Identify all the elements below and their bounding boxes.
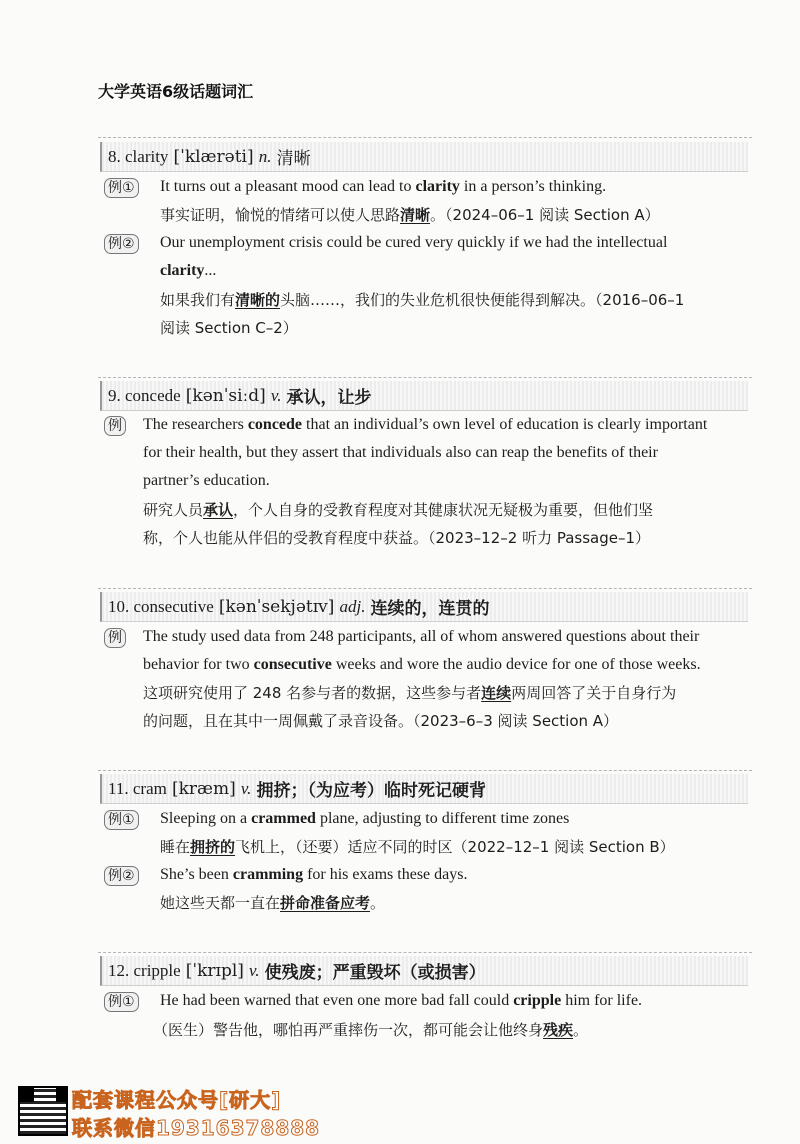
meaning: 使残废；严重毁坏（或损害） xyxy=(264,963,486,983)
example-en: for their health, but they assert that individuals also can reap the benefits of their xyxy=(143,444,658,461)
phonetic: [kənˈsekjətɪv] xyxy=(218,596,335,617)
example-en: Our unemployment crisis could be cured very quickly if we had the intellectual xyxy=(160,234,668,251)
example-zh: 称，个人也能从伴侣的受教育程度中获益。（2023–12–2 听力 Passage–1） xyxy=(143,529,651,547)
meaning: 承认，让步 xyxy=(286,388,372,408)
example-zh: 阅读 Section C–2） xyxy=(160,319,298,337)
phonetic: [ˈklærəti] xyxy=(173,146,254,167)
example-zh: 这项研究使用了 248 名参与者的数据，这些参与者连续两周回答了关于自身行为 xyxy=(143,684,677,702)
watermark-line-1: 配套课程公众号[研大] xyxy=(72,1088,282,1112)
entry-heading xyxy=(100,956,748,986)
phonetic: [ˈkrɪpl] xyxy=(185,960,244,981)
divider xyxy=(98,770,752,771)
example-en: partner’s education. xyxy=(143,472,270,489)
example-en: It turns out a pleasant mood can lead to clarity in a person’s thinking. xyxy=(160,178,607,195)
page-header-title: 大学英语6级话题词汇 xyxy=(98,82,254,101)
divider xyxy=(98,952,752,953)
example-tag: 例 xyxy=(104,628,126,648)
example-tag: 例② xyxy=(104,234,139,254)
example-tag: 例① xyxy=(104,810,139,830)
example-zh: 如果我们有清晰的头脑……，我们的失业危机很快便能得到解决。（2016–06–1 xyxy=(160,291,685,309)
example-en: clarity... xyxy=(160,262,217,279)
part-of-speech: adj. xyxy=(339,596,366,616)
headword: 11. cram xyxy=(108,778,167,798)
example-tag: 例① xyxy=(104,992,139,1012)
headword: 8. clarity xyxy=(108,146,169,166)
phonetic: [kræm] xyxy=(171,778,236,799)
divider xyxy=(98,137,752,138)
example-zh: 事实证明，愉悦的情绪可以使人思路清晰。（2024–06–1 阅读 Section A） xyxy=(160,206,660,224)
divider xyxy=(98,377,752,378)
example-tag: 例② xyxy=(104,866,139,886)
headword: 9. concede xyxy=(108,385,181,405)
entry-heading xyxy=(100,142,748,172)
example-zh: 她这些天都一直在拼命准备应考。 xyxy=(160,894,386,912)
qr-code-icon xyxy=(18,1086,68,1136)
example-en: She’s been cramming for his exams these days. xyxy=(160,866,468,883)
example-zh: 的问题，且在其中一周佩戴了录音设备。（2023–6–3 阅读 Section A） xyxy=(143,712,619,730)
meaning: 清晰 xyxy=(276,149,311,169)
part-of-speech: v. xyxy=(249,960,260,980)
example-tag: 例 xyxy=(104,416,126,436)
example-tag: 例① xyxy=(104,178,139,198)
example-zh: 研究人员承认，个人自身的受教育程度对其健康状况无疑极为重要，但他们坚 xyxy=(143,501,654,519)
part-of-speech: n. xyxy=(258,146,272,166)
example-zh: 睡在拥挤的飞机上，（还要）适应不同的时区（2022–12–1 阅读 Section B） xyxy=(160,838,675,856)
meaning: 连续的，连贯的 xyxy=(370,599,490,619)
example-zh: （医生）警告他，哪怕再严重摔伤一次，都可能会让他终身残疾。 xyxy=(153,1021,589,1039)
part-of-speech: v. xyxy=(270,385,282,405)
meaning: 拥挤；（为应考）临时死记硬背 xyxy=(256,781,486,801)
headword: 12. cripple xyxy=(108,960,181,980)
example-en: Sleeping on a crammed plane, adjusting to different time zones xyxy=(160,810,570,827)
entry-heading xyxy=(100,774,748,804)
example-en: behavior for two consecutive weeks and wore the audio device for one of those weeks. xyxy=(143,656,701,673)
watermark-line-2: 联系微信19316378888 xyxy=(72,1116,321,1140)
part-of-speech: v. xyxy=(240,778,252,798)
divider xyxy=(98,588,752,589)
phonetic: [kənˈsiːd] xyxy=(185,385,266,406)
example-en: The study used data from 248 participants, all of whom answered questions about their xyxy=(143,628,700,645)
headword: 10. consecutive xyxy=(108,596,214,616)
example-en: He had been warned that even one more bad fall could cripple him for life. xyxy=(160,992,643,1009)
entry-heading xyxy=(100,592,748,622)
entry-heading xyxy=(100,381,748,411)
example-en: The researchers concede that an individual’s own level of education is clearly important xyxy=(143,416,708,433)
